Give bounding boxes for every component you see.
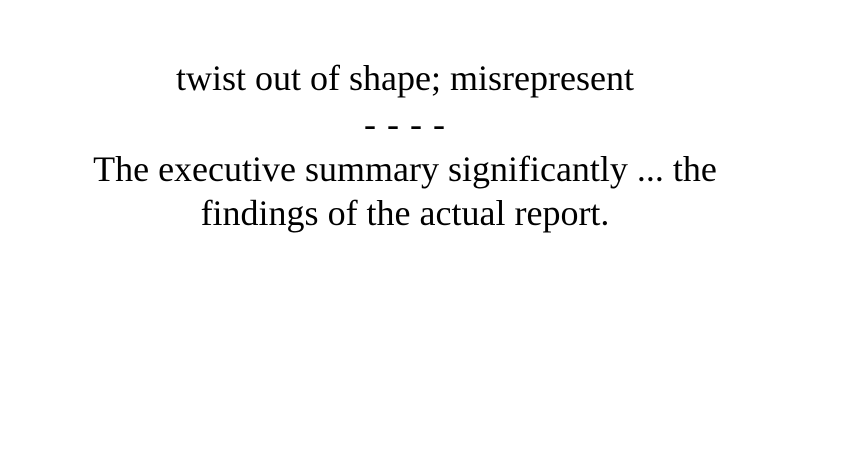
separator-text: - - - - <box>364 104 446 144</box>
definition-text: twist out of shape; misrepresent <box>176 58 634 98</box>
example-sentence: The executive summary significantly ... the findings of the actual report. <box>93 149 717 233</box>
